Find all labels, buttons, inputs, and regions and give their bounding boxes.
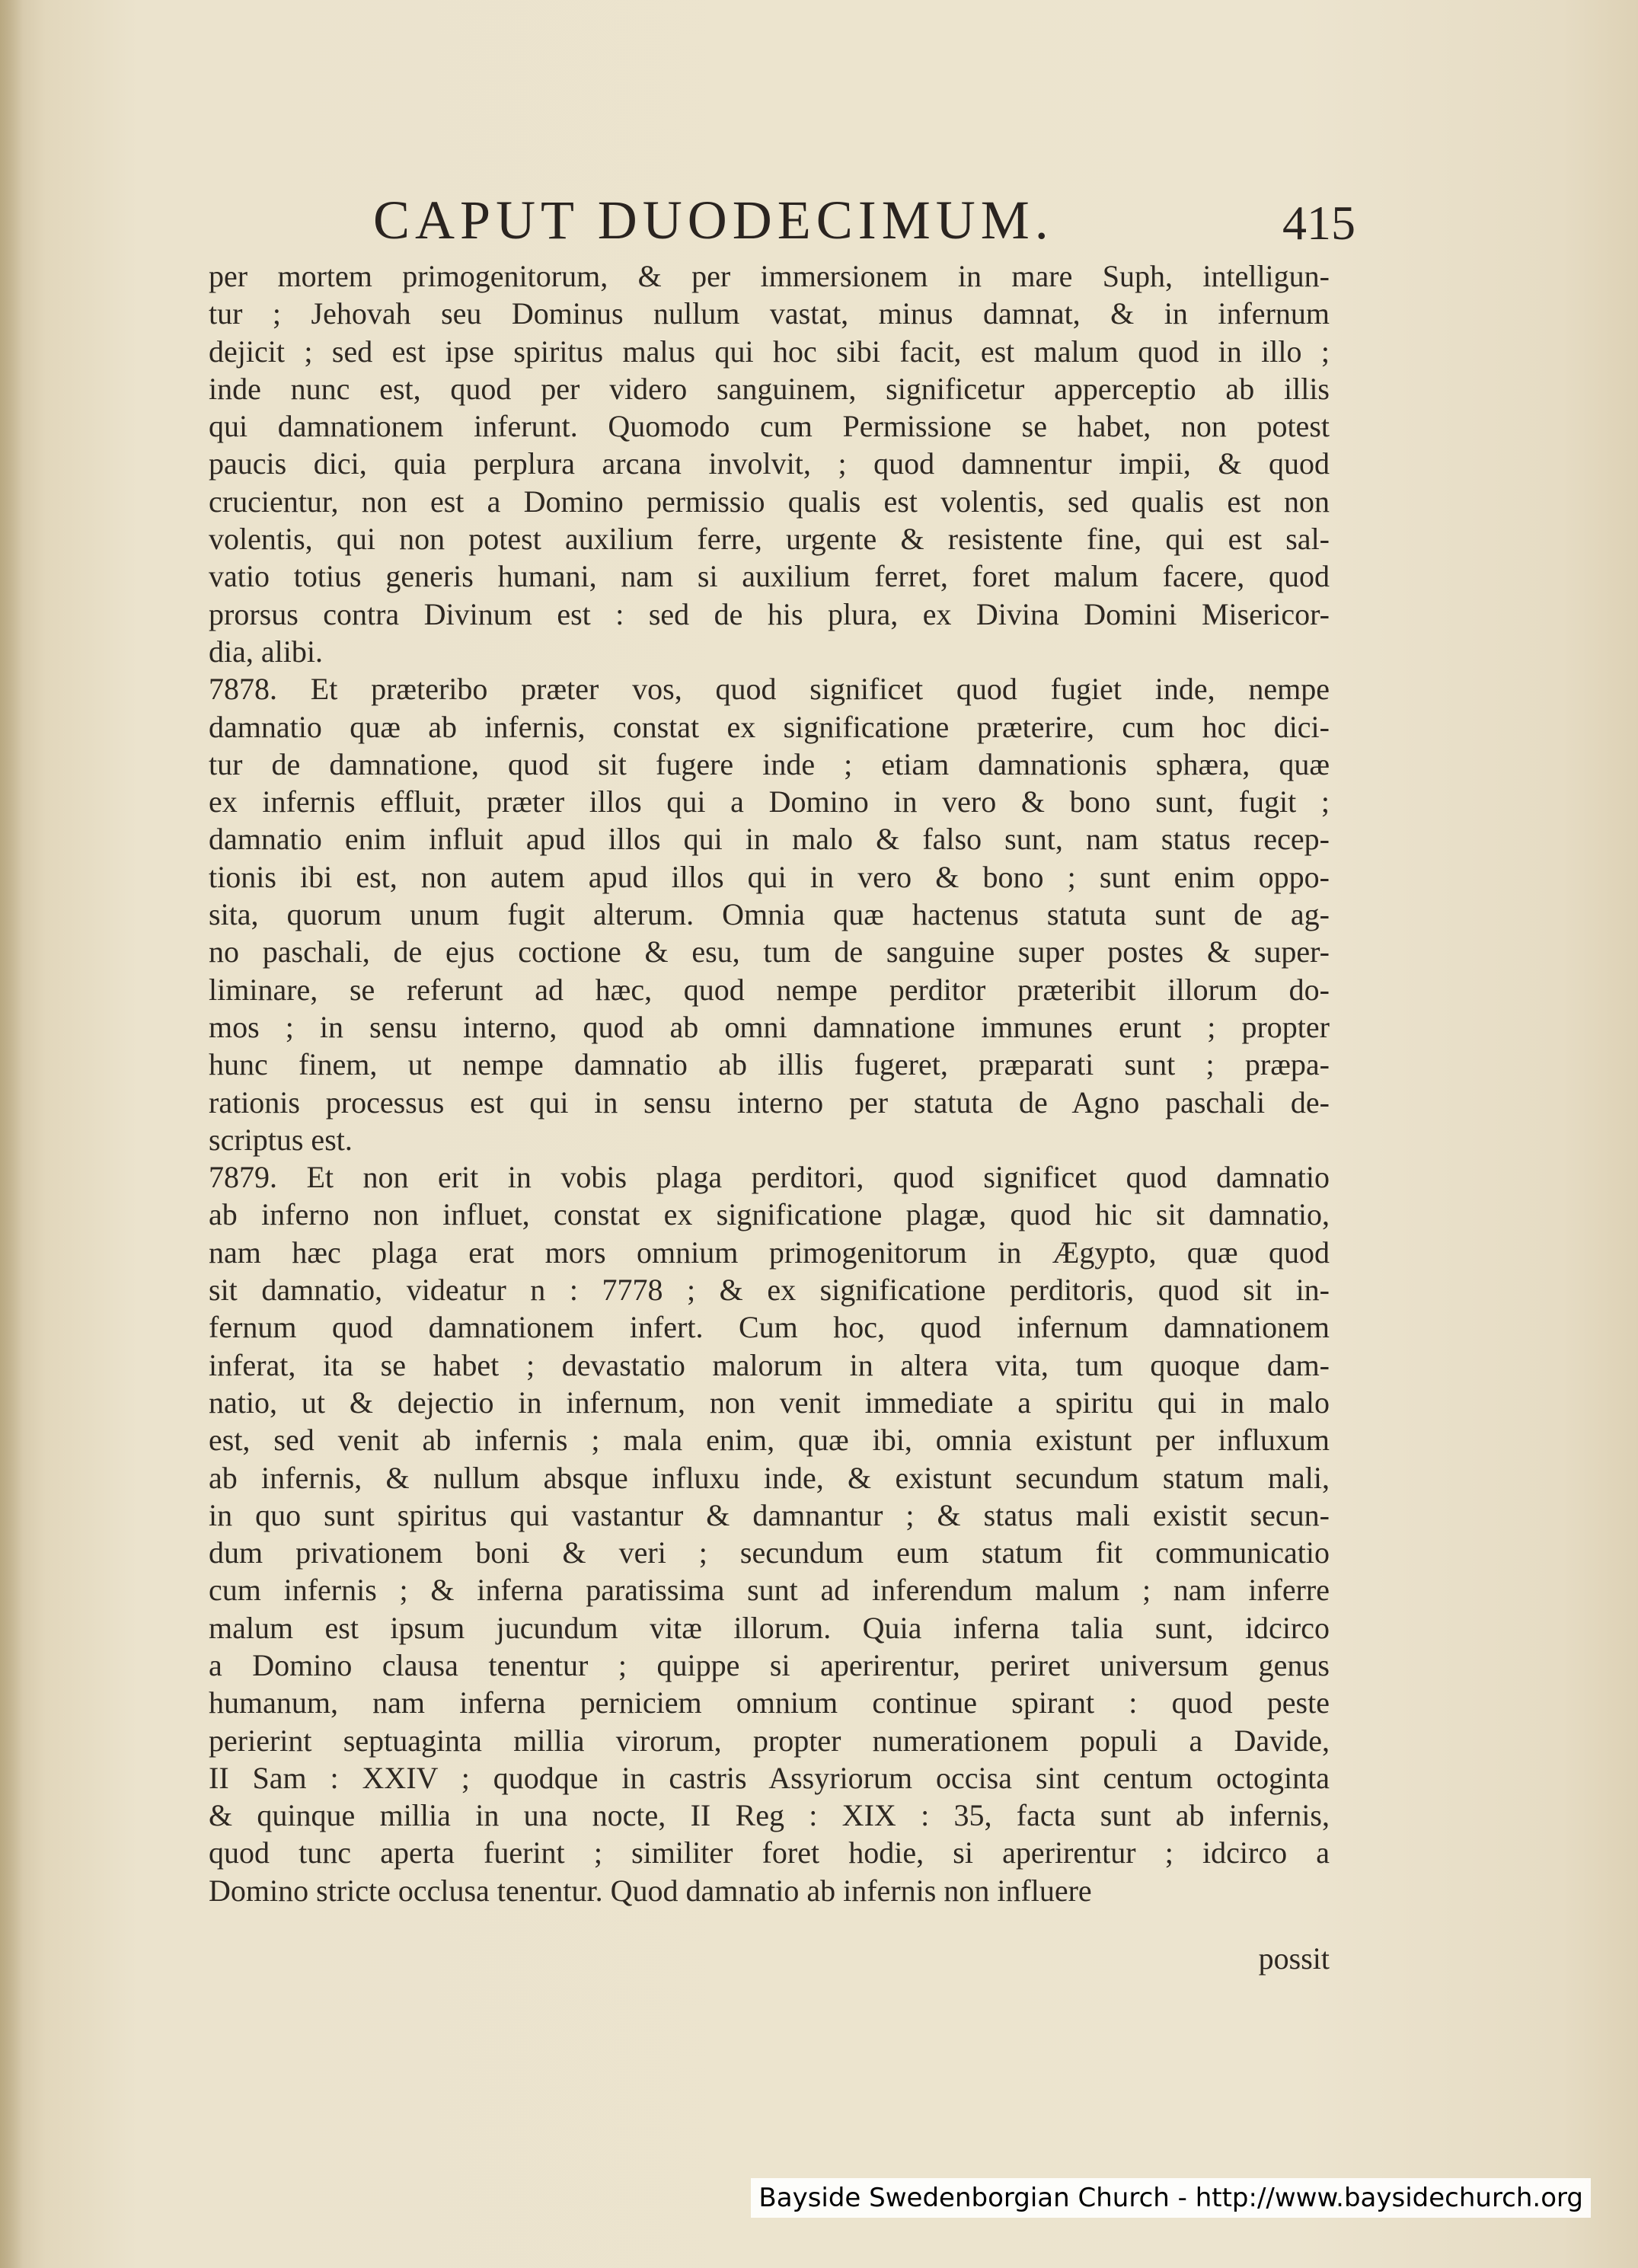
text-line: scriptus est. (209, 1122, 353, 1157)
text-line: sita, quorum unum fugit alterum. Omnia quæ hactenus statuta sunt de ag- (209, 897, 1330, 932)
text-line: II Sam : XXIV ; quodque in castris Assyriorum occisa sint centum octoginta (209, 1760, 1330, 1795)
text-line: qui damnationem inferunt. Quomodo cum Permissione se habet, non potest (209, 409, 1330, 444)
watermark-credit: Bayside Swedenborgian Church - http://www.baysidechurch.org (751, 2178, 1591, 2218)
text-line: damnatio enim influit apud illos qui in malo & falso sunt, nam status recep- (209, 822, 1330, 857)
paragraph (209, 670, 1330, 1158)
text-line: prorsus contra Divinum est : sed de his plura, ex Divina Domini Misericor- (209, 596, 1330, 631)
text-line: humanum, nam inferna perniciem omnium continue spirant : quod peste (209, 1685, 1330, 1720)
text-line: a Domino clausa tenentur ; quippe si aperirentur, periret universum genus (209, 1647, 1330, 1682)
paragraph (209, 1158, 1330, 1909)
text-line: quod tunc aperta fuerint ; similiter foret hodie, si aperirentur ; idcirco a (209, 1835, 1330, 1870)
running-title: CAPUT DUODECIMUM. (373, 190, 1054, 251)
text-line: & quinque millia in una nocte, II Reg : XIX : 35, facta sunt ab infernis, (209, 1798, 1330, 1833)
text-line: hunc finem, ut nempe damnatio ab illis fugeret, præparati sunt ; præpa- (209, 1047, 1330, 1082)
text-line: volentis, qui non potest auxilium ferre, urgente & resistente fine, qui est sal- (209, 522, 1330, 557)
text-line: inferat, ita se habet ; devastatio malorum in altera vita, tum quoque dam- (209, 1347, 1330, 1382)
text-line: nam hæc plaga erat mors omnium primogenitorum in Ægypto, quæ quod (209, 1235, 1330, 1270)
text-line: dum privationem boni & veri ; secundum eum statum fit communicatio (209, 1535, 1330, 1570)
text-line: tionis ibi est, non autem apud illos qui in vero & bono ; sunt enim oppo- (209, 859, 1330, 894)
text-line: dia, alibi. (209, 634, 323, 669)
text-line: paucis dici, quia perplura arcana involvit, ; quod damnentur impii, & quod (209, 446, 1330, 481)
text-line: mos ; in sensu interno, quod ab omni damnatione immunes erunt ; propter (209, 1009, 1330, 1044)
body-text (209, 257, 1330, 1909)
text-line: damnatio quæ ab infernis, constat ex significatione præterire, cum hoc dici- (209, 709, 1330, 744)
text-line: vatio totius generis humani, nam si auxilium ferret, foret malum facere, quod (209, 559, 1330, 594)
text-line: tur de damnatione, quod sit fugere inde ; etiam damnationis sphæra, quæ (209, 746, 1330, 781)
text-line: cum infernis ; & inferna paratissima sunt ad inferendum malum ; nam inferre (209, 1573, 1330, 1608)
text-line: no paschali, de ejus coctione & esu, tum de sanguine super postes & super- (209, 934, 1330, 969)
text-line: 7878. Et præteribo præter vos, quod significet quod fugiet inde, nempe (209, 672, 1330, 707)
text-line: sit damnatio, videatur n : 7778 ; & ex significatione perditoris, quod sit in- (209, 1273, 1330, 1308)
catchword: possit (1258, 1941, 1330, 1976)
text-line: dejicit ; sed est ipse spiritus malus qui hoc sibi facit, est malum quod in illo ; (209, 334, 1330, 369)
page-header (373, 189, 1355, 250)
page-number: 415 (1282, 196, 1355, 250)
text-line: malum est ipsum jucundum vitæ illorum. Quia inferna talia sunt, idcirco (209, 1610, 1330, 1645)
text-line: fernum quod damnationem infert. Cum hoc, quod infernum damnationem (209, 1310, 1330, 1345)
text-line: 7879. Et non erit in vobis plaga perditori, quod significet quod damnatio (209, 1160, 1330, 1195)
text-line: perierint septuaginta millia virorum, propter numerationem populi a Davide, (209, 1723, 1330, 1758)
text-line: ex infernis effluit, præter illos qui a Domino in vero & bono sunt, fugit ; (209, 784, 1330, 819)
text-line: inde nunc est, quod per videro sanguinem, significetur apperceptio ab illis (209, 371, 1330, 406)
text-line: natio, ut & dejectio in infernum, non venit immediate a spiritu qui in malo (209, 1385, 1330, 1420)
text-line: est, sed venit ab infernis ; mala enim, quæ ibi, omnia existunt per influxum (209, 1423, 1330, 1458)
text-line: liminare, se referunt ad hæc, quod nempe perditor præteribit illorum do- (209, 972, 1330, 1007)
text-line: in quo sunt spiritus qui vastantur & damnantur ; & status mali existit secun- (209, 1497, 1330, 1532)
text-line: ab infernis, & nullum absque influxu inde, & existunt secundum statum mali, (209, 1460, 1330, 1495)
text-line: crucientur, non est a Domino permissio qualis est volentis, sed qualis est non (209, 484, 1330, 519)
text-line: rationis processus est qui in sensu interno per statuta de Agno paschali de- (209, 1084, 1330, 1120)
paragraph (209, 257, 1330, 670)
text-line: per mortem primogenitorum, & per immersionem in mare Suph, intelligun- (209, 259, 1330, 293)
text-line: tur ; Jehovah seu Dominus nullum vastat, minus damnat, & in infernum (209, 296, 1330, 331)
text-line: Domino stricte occlusa tenentur. Quod damnatio ab infernis non influere (209, 1873, 1092, 1908)
text-line: ab inferno non influet, constat ex significatione plagæ, quod hic sit damnatio, (209, 1197, 1330, 1232)
